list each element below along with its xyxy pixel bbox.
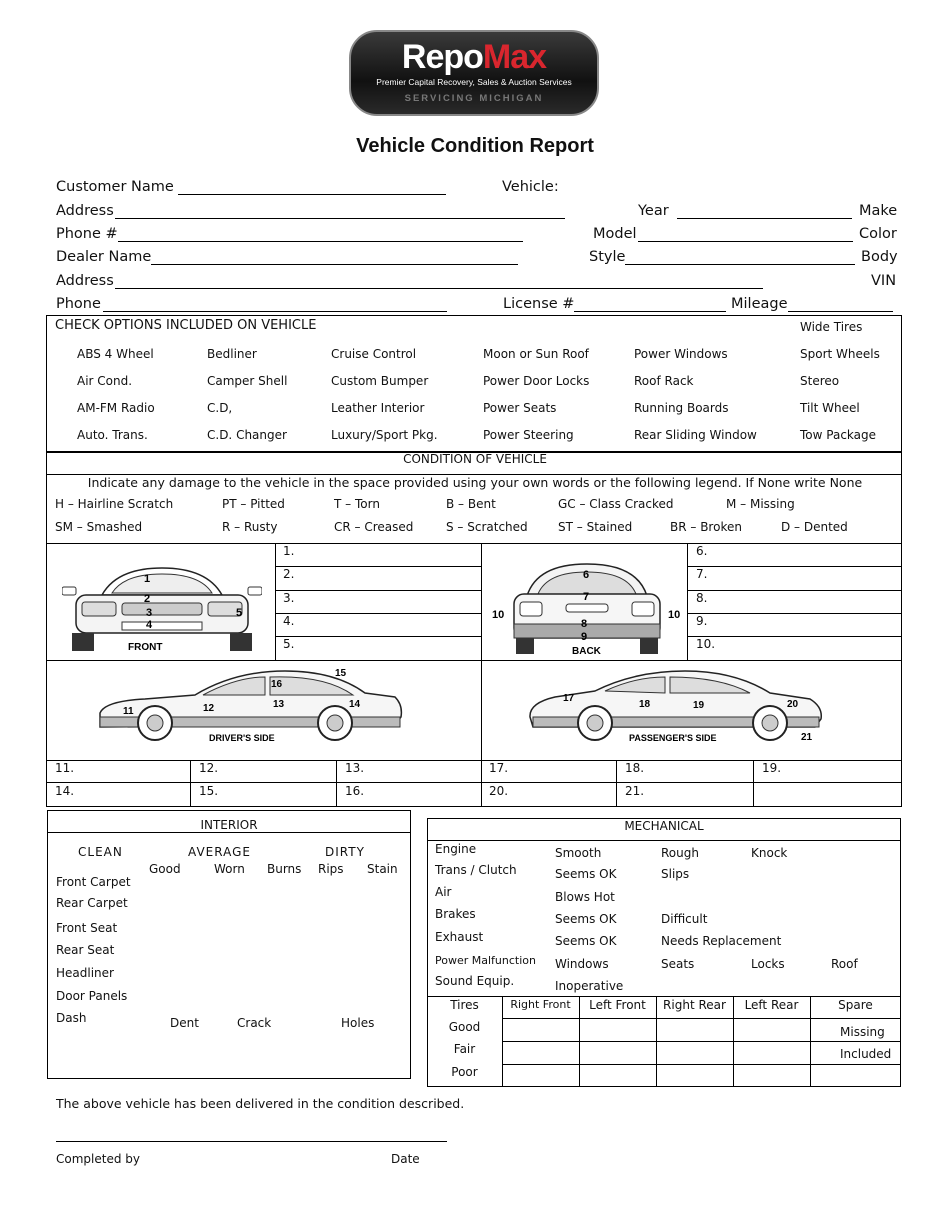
options-box — [46, 315, 902, 452]
damage-line — [275, 636, 481, 637]
air-blows-hot[interactable]: Blows Hot — [555, 890, 615, 904]
divider — [753, 760, 754, 807]
driver-mark: 15 — [335, 668, 347, 679]
front-label: FRONT — [128, 642, 163, 653]
legend-item: SM – Smashed — [55, 520, 143, 534]
divider — [502, 1018, 901, 1019]
damage-line — [275, 566, 481, 567]
back-damage-field[interactable]: 10. — [696, 637, 716, 651]
customer-name-label: Customer Name — [56, 179, 174, 195]
year-label: Year — [638, 203, 669, 219]
completed-by-label: Completed by — [56, 1152, 140, 1166]
option-checkbox-label[interactable]: Tilt Wheel — [800, 401, 860, 415]
option-checkbox-label[interactable]: Leather Interior — [331, 401, 425, 415]
repomax-logo — [349, 30, 599, 116]
damage-line — [275, 590, 481, 591]
exhaust-seems-ok[interactable]: Seems OK — [555, 934, 617, 948]
dash-column-label: Crack — [237, 1016, 272, 1030]
logo-tagline: Premier Capital Recovery, Sales & Auction Services — [376, 77, 572, 87]
divider — [427, 840, 901, 841]
style-field[interactable] — [625, 264, 855, 265]
vehicle-label: Vehicle: — [502, 179, 559, 195]
divider — [687, 543, 688, 661]
divider — [427, 996, 901, 997]
legend-item: B – Bent — [446, 497, 496, 511]
option-checkbox-label[interactable]: Air Cond. — [77, 374, 133, 388]
front-car-diagram — [62, 560, 262, 655]
option-checkbox-label[interactable]: ABS 4 Wheel — [77, 347, 154, 361]
damage-line — [687, 613, 902, 614]
option-checkbox-label[interactable]: Bedliner — [207, 347, 257, 361]
driver-side-diagram — [95, 665, 405, 747]
option-checkbox-label[interactable]: C.D. Changer — [207, 428, 287, 442]
back-mark: 6 — [583, 569, 590, 581]
option-checkbox-label[interactable]: C.D, — [207, 401, 233, 415]
sound-equip-label: Sound Equip. — [435, 974, 515, 988]
option-checkbox-label[interactable]: Auto. Trans. — [77, 428, 148, 442]
air-label: Air — [435, 885, 452, 899]
passenger-side-label: PASSENGER'S SIDE — [629, 733, 717, 743]
divider — [47, 832, 411, 833]
front-mark: 4 — [146, 619, 153, 631]
side-damage-field[interactable]: 18. — [625, 761, 645, 775]
legend-item: PT – Pitted — [222, 497, 285, 511]
interior-column-label: Rips — [318, 862, 344, 876]
front-damage-field[interactable]: 5. — [283, 637, 295, 651]
front-mark: 5 — [236, 607, 243, 619]
driver-mark: 14 — [349, 699, 361, 710]
license-label: License # — [503, 296, 575, 312]
back-damage-field[interactable]: 6. — [696, 544, 708, 558]
interior-column-label: Burns — [267, 862, 302, 876]
front-mark: 1 — [144, 573, 151, 585]
back-mark: 10 — [492, 609, 505, 621]
brakes-label: Brakes — [435, 907, 476, 921]
back-damage-field[interactable]: 8. — [696, 591, 708, 605]
side-damage-field[interactable]: 12. — [199, 761, 219, 775]
dealer-name-field[interactable] — [151, 264, 518, 265]
exhaust-needs-replacement[interactable]: Needs Replacement — [661, 934, 782, 948]
tires-column-header: Right Front — [510, 998, 571, 1011]
front-mark: 2 — [144, 593, 151, 605]
mileage-label: Mileage — [731, 296, 788, 312]
driver-mark: 12 — [203, 703, 215, 714]
legend-item: D – Dented — [781, 520, 848, 534]
date-label: Date — [391, 1152, 420, 1166]
option-checkbox-label[interactable]: Power Door Locks — [483, 374, 590, 388]
year-field[interactable] — [677, 218, 852, 219]
power-malfunction-label: Power Malfunction — [435, 954, 536, 967]
back-mark: 10 — [668, 609, 681, 621]
mechanical-header: MECHANICAL — [624, 819, 704, 833]
back-label: BACK — [572, 646, 601, 657]
interior-item[interactable]: Rear Carpet — [56, 896, 128, 910]
sound-inoperative[interactable]: Inoperative — [555, 979, 624, 993]
phone-field[interactable] — [103, 311, 447, 312]
tire-condition-row[interactable]: Good — [448, 1020, 481, 1034]
option-checkbox-label[interactable]: Stereo — [800, 374, 840, 388]
power-roof[interactable]: Roof — [831, 957, 858, 971]
brakes-difficult[interactable]: Difficult — [661, 912, 708, 926]
divider — [616, 760, 617, 807]
legend-item: CR – Creased — [334, 520, 414, 534]
interior-average: AVERAGE — [188, 845, 251, 859]
divider — [481, 660, 482, 761]
legend-item: GC – Class Cracked — [558, 497, 674, 511]
dealer-name-label: Dealer Name — [56, 249, 152, 265]
driver-mark: 13 — [273, 699, 285, 710]
style-label: Style — [589, 249, 626, 265]
interior-dirty: DIRTY — [325, 845, 365, 859]
option-checkbox-label[interactable]: Cruise Control — [331, 347, 417, 361]
legend-item: ST – Stained — [558, 520, 633, 534]
tires-column-header: Left Rear — [744, 998, 799, 1012]
damage-line — [275, 613, 481, 614]
customer-name-field[interactable] — [178, 194, 446, 195]
logo-region: SERVICING MICHIGAN — [404, 93, 544, 104]
engine-knock[interactable]: Knock — [751, 846, 788, 860]
option-checkbox-label[interactable]: Camper Shell — [207, 374, 288, 388]
vin-label: VIN — [871, 273, 897, 289]
side-damage-field[interactable]: 13. — [345, 761, 365, 775]
driver-mark: 11 — [123, 706, 134, 717]
side-damage-field[interactable]: 21. — [625, 784, 645, 798]
option-checkbox-label[interactable]: Luxury/Sport Pkg. — [331, 428, 438, 442]
address2-field[interactable] — [115, 288, 763, 289]
interior-item[interactable]: Rear Seat — [56, 943, 115, 957]
trans-label: Trans / Clutch — [435, 863, 517, 877]
divider — [481, 543, 482, 661]
back-car-diagram — [492, 558, 682, 658]
tires-column-header: Spare — [838, 998, 873, 1012]
damage-line — [687, 590, 902, 591]
body-label: Body — [861, 249, 898, 265]
mileage-field[interactable] — [788, 311, 893, 312]
front-damage-field[interactable]: 4. — [283, 614, 295, 628]
engine-smooth[interactable]: Smooth — [555, 846, 602, 860]
trans-slips[interactable]: Slips — [661, 867, 690, 881]
divider — [46, 782, 902, 783]
interior-item[interactable]: Headliner — [56, 966, 114, 980]
condition-header: CONDITION OF VEHICLE — [403, 452, 547, 466]
divider — [502, 1064, 901, 1065]
completed-by-line[interactable] — [56, 1141, 447, 1142]
back-mark: 8 — [581, 618, 588, 630]
damage-line — [687, 566, 902, 567]
model-field[interactable] — [638, 241, 853, 242]
legend-item: R – Rusty — [222, 520, 278, 534]
side-damage-field[interactable]: 20. — [489, 784, 509, 798]
back-damage-field[interactable]: 9. — [696, 614, 708, 628]
passenger-mark: 19 — [693, 700, 705, 711]
spare-option[interactable]: Included — [840, 1047, 892, 1061]
legend-item: S – Scratched — [446, 520, 528, 534]
power-seats[interactable]: Seats — [661, 957, 695, 971]
tire-condition-row[interactable]: Poor — [451, 1065, 478, 1079]
address2-label: Address — [56, 273, 114, 289]
option-checkbox-label[interactable]: Roof Rack — [634, 374, 694, 388]
divider — [275, 543, 276, 661]
interior-clean: CLEAN — [78, 845, 123, 859]
color-label: Color — [859, 226, 897, 242]
divider — [336, 760, 337, 807]
option-checkbox-label[interactable]: Custom Bumper — [331, 374, 429, 388]
spare-option[interactable]: Missing — [840, 1025, 885, 1039]
tires-column-header: Tires — [450, 998, 479, 1012]
interior-header: INTERIOR — [200, 818, 258, 832]
side-damage-field[interactable]: 17. — [489, 761, 509, 775]
phone-no-field[interactable] — [118, 241, 523, 242]
option-checkbox-label[interactable]: Sport Wheels — [800, 347, 880, 361]
divider — [481, 760, 482, 807]
legend-item: H – Hairline Scratch — [55, 497, 174, 511]
brakes-seems-ok[interactable]: Seems OK — [555, 912, 617, 926]
side-damage-field[interactable]: 15. — [199, 784, 219, 798]
phone-no-label: Phone # — [56, 226, 118, 242]
interior-column-label: Worn — [214, 862, 245, 876]
legend-item: T – Torn — [334, 497, 380, 511]
passenger-mark: 21 — [801, 732, 813, 743]
engine-label: Engine — [435, 842, 477, 856]
side-damage-field[interactable]: 11. — [55, 761, 75, 775]
option-checkbox-label[interactable]: Power Steering — [483, 428, 574, 442]
dash-column-label: Dent — [170, 1016, 199, 1030]
option-checkbox-label[interactable]: Tow Package — [800, 428, 877, 442]
front-mark: 3 — [146, 607, 153, 619]
trans-seems-ok[interactable]: Seems OK — [555, 867, 617, 881]
back-mark: 9 — [581, 631, 588, 643]
interior-item[interactable]: Front Seat — [56, 921, 118, 935]
logo-wordmark: RepoMax — [401, 38, 547, 76]
damage-line — [687, 636, 902, 637]
condition-instruction: Indicate any damage to the vehicle in the space provided using your own words or the following legend. If None write None — [87, 475, 863, 490]
power-locks[interactable]: Locks — [751, 957, 785, 971]
options-header: CHECK OPTIONS INCLUDED ON VEHICLE — [55, 318, 317, 333]
divider — [190, 760, 191, 807]
front-damage-field[interactable]: 1. — [283, 544, 295, 558]
tires-column-header: Right Rear — [663, 998, 726, 1012]
back-mark: 7 — [583, 591, 590, 603]
license-field[interactable] — [574, 311, 726, 312]
side-damage-field[interactable]: 16. — [345, 784, 365, 798]
front-damage-field[interactable]: 2. — [283, 567, 295, 581]
address-label: Address — [56, 203, 114, 219]
delivered-statement: The above vehicle has been delivered in the condition described. — [56, 1096, 465, 1111]
model-label: Model — [593, 226, 637, 242]
exhaust-label: Exhaust — [435, 930, 484, 944]
passenger-mark: 18 — [639, 699, 651, 710]
driver-mark: 16 — [271, 679, 283, 690]
passenger-mark: 20 — [787, 699, 799, 710]
driver-side-label: DRIVER'S SIDE — [209, 733, 275, 743]
address-field[interactable] — [115, 218, 565, 219]
option-checkbox-label[interactable]: Power Seats — [483, 401, 557, 415]
tire-condition-row[interactable]: Fair — [453, 1042, 476, 1056]
engine-rough[interactable]: Rough — [661, 846, 699, 860]
interior-column-label: Stain — [367, 862, 398, 876]
front-damage-field[interactable]: 3. — [283, 591, 295, 605]
option-checkbox-label[interactable]: Power Windows — [634, 347, 728, 361]
side-damage-field[interactable]: 19. — [762, 761, 782, 775]
power-windows[interactable]: Windows — [555, 957, 609, 971]
interior-item[interactable]: Door Panels — [56, 989, 128, 1003]
passenger-side-diagram — [525, 665, 825, 747]
legend-item: M – Missing — [726, 497, 795, 511]
legend-item: BR – Broken — [670, 520, 742, 534]
phone-label: Phone — [56, 296, 101, 312]
option-checkbox-label[interactable]: Running Boards — [634, 401, 729, 415]
interior-column-label: Good — [149, 862, 181, 876]
option-checkbox-label[interactable]: AM-FM Radio — [77, 401, 155, 415]
make-label: Make — [859, 203, 898, 219]
option-checkbox-label[interactable]: Moon or Sun Roof — [483, 347, 589, 361]
dash-column-label: Holes — [341, 1016, 375, 1030]
interior-item[interactable]: Dash — [56, 1011, 87, 1025]
side-damage-field[interactable]: 14. — [55, 784, 75, 798]
option-wide-tires[interactable]: Wide Tires — [800, 320, 863, 334]
back-damage-field[interactable]: 7. — [696, 567, 708, 581]
page-title: Vehicle Condition Report — [356, 135, 594, 157]
interior-item[interactable]: Front Carpet — [56, 875, 131, 889]
option-checkbox-label[interactable]: Rear Sliding Window — [634, 428, 757, 442]
divider — [502, 1041, 901, 1042]
tires-column-header: Left Front — [589, 998, 646, 1012]
passenger-mark: 17 — [563, 693, 575, 704]
